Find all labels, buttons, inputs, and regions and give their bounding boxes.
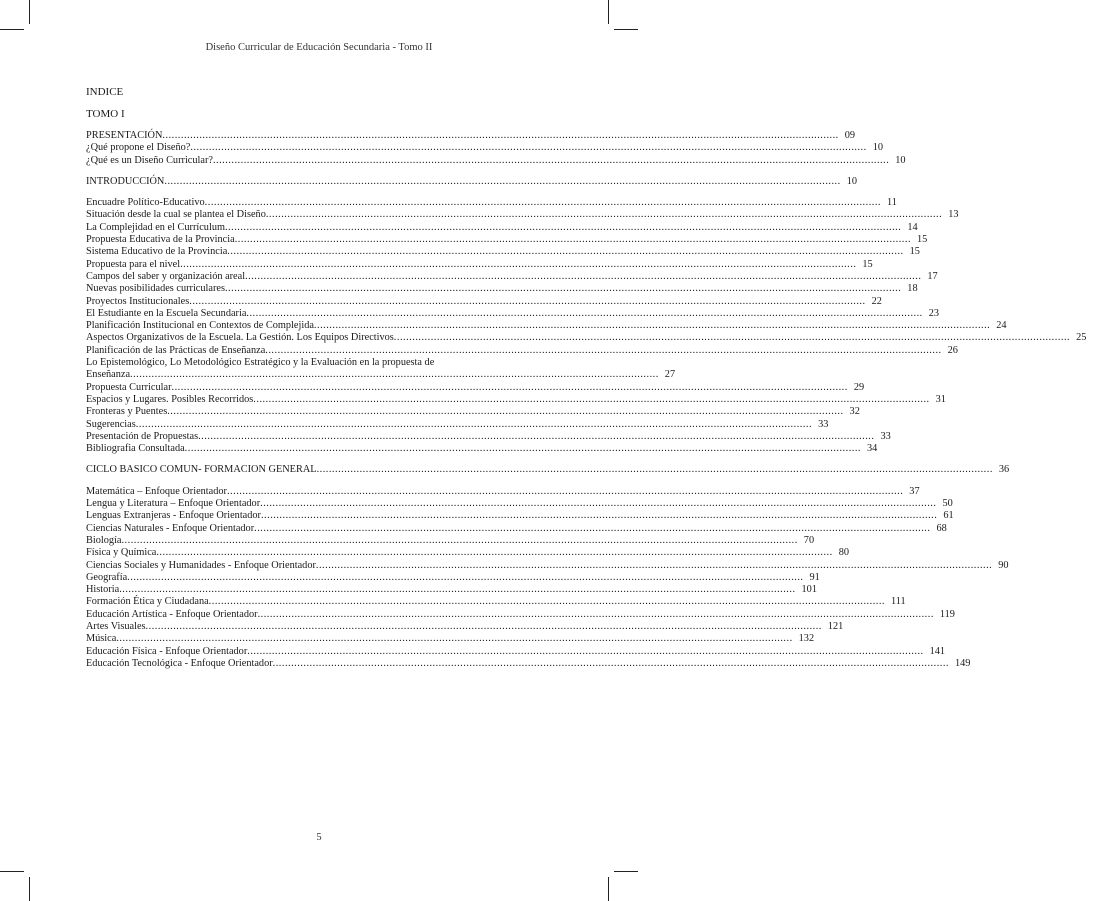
toc-entry-page: 18 [907,283,918,295]
toc-entry-page: 33 [880,430,891,442]
toc-leader-dots: ............................................................................................................................................................................................................................ [212,154,890,166]
toc-entry-page: 34 [867,443,878,455]
toc-entry-page: 111 [891,596,906,608]
toc-leader-dots: ............................................................................................................................................................................................................................ [227,246,904,258]
toc-entry-label: Proyectos Institucionales [86,295,190,307]
toc-leader-dots: ............................................................................................................................................................................................................................ [265,344,942,356]
toc-entry[interactable] [86,175,857,188]
toc-entry[interactable] [86,620,844,633]
toc-entry[interactable] [86,498,953,510]
toc-entry-page: 22 [871,295,882,307]
toc-entry-label: Geografía [86,571,128,583]
toc-entry-page: 141 [929,645,946,657]
toc-entry-label: Educación Artística - Enfoque Orientador [86,608,258,620]
toc-leader-dots: ............................................................................................................................................................................................................................ [265,209,943,221]
toc-entry-label: Presentación de Propuestas [86,430,199,442]
toc-entry-label: Enseñanza [86,369,131,381]
crop-mark-bottom-left-v [29,877,30,901]
crop-mark-top-right-v [608,0,609,24]
toc-leader-dots: ............................................................................................................................................................................................................................ [156,547,833,559]
toc-leader-dots: ............................................................................................................................................................................................................................ [260,498,937,510]
crop-mark-bottom-right-h [614,871,638,872]
toc-entry[interactable] [86,307,940,320]
toc-entry-label: Música [86,633,117,645]
toc-entry[interactable] [86,608,955,621]
toc-entry-label: INTRODUCCIÓN [86,175,165,187]
toc-entry[interactable] [86,197,897,209]
toc-entry[interactable] [86,209,959,221]
toc-entry-multiline-line1[interactable]: Lo Epistemológico, Lo Metodológico Estratégico y la Evaluación en la propuesta de [86,357,435,369]
toc-entry[interactable] [86,221,918,234]
toc-entry-label: Educación Tecnológica - Enfoque Orientador [86,657,273,669]
tomo-title: TOMO I [86,108,125,120]
toc-leader-dots: ............................................................................................................................................................................................................................ [198,430,875,442]
toc-entry-label: Propuesta Educativa de la Provincia [86,234,235,246]
toc-leader-dots: ............................................................................................................................................................................................................................ [127,571,804,583]
toc-entry[interactable] [86,234,928,246]
toc-entry-label: Lengua y Literatura – Enfoque Orientador [86,498,261,510]
toc-leader-dots: ............................................................................................................................................................................................................................ [135,418,813,430]
toc-leader-dots: ............................................................................................................................................................................................................................ [245,270,922,282]
toc-entry-page: 68 [936,522,947,534]
toc-entry[interactable] [86,381,865,394]
toc-leader-dots: ............................................................................................................................................................................................................................ [145,620,822,632]
toc-entry[interactable] [86,559,1009,572]
toc-leader-dots: ............................................................................................................................................................................................................................ [316,464,993,476]
toc-entry-page: 50 [942,498,953,510]
toc-entry-label: El Estudiante en la Escuela Secundaria [86,307,247,319]
toc-entry-page: 15 [917,234,928,246]
toc-entry-label: Ciencias Naturales - Enfoque Orientador [86,522,255,534]
toc-leader-dots: ............................................................................................................................................................................................................................ [226,485,904,497]
toc-entry[interactable] [86,645,946,658]
toc-entry-multiline-line2[interactable] [86,369,676,381]
toc-entry[interactable] [86,510,954,522]
toc-leader-dots: ............................................................................................................................................................................................................................ [253,393,930,405]
toc-entry-label: Situación desde la cual se plantea el Diseño [86,209,266,221]
toc-entry-label: PRESENTACIÓN [86,130,163,141]
toc-entry-label: Encuadre Político-Educativo [86,197,205,209]
toc-leader-dots: ............................................................................................................................................................................................................................ [315,559,993,571]
toc-leader-dots: ............................................................................................................................................................................................................................ [234,234,912,246]
toc-entry-label: Historia [86,584,120,596]
toc-leader-dots: ............................................................................................................................................................................................................................ [393,332,1071,344]
toc-leader-dots: ............................................................................................................................................................................................................................ [164,175,841,187]
toc-entry-label: Nuevas posibilidades curriculares [86,283,225,295]
toc-entry-label: Fronteras y Puentes [86,406,168,418]
toc-entry-label: Formación Ética y Ciudadana [86,596,209,608]
toc-entry[interactable] [86,258,873,271]
toc-entry-page: 29 [853,381,865,393]
toc-entry-label: CICLO BASICO COMUN- FORMACION GENERAL [86,464,317,476]
toc-entry-label: Sistema Educativo de la Provincia [86,246,228,258]
toc-entry[interactable] [86,393,946,406]
toc-entry[interactable] [86,657,971,670]
toc-entry-label: Bibliografia Consultada [86,443,185,455]
toc-entry-page: 27 [664,369,676,381]
crop-mark-top-left-h [0,29,24,30]
toc-entry-page: 119 [939,608,955,620]
toc-entry[interactable] [86,154,906,167]
toc-entry[interactable] [86,522,947,535]
toc-entry-label: La Complejidad en el Currículum [86,221,225,233]
toc-leader-dots: ............................................................................................................................................................................................................................ [167,406,844,418]
toc-leader-dots: ............................................................................................................................................................................................................................ [208,596,885,608]
index-title: INDICE [86,86,124,98]
toc-entry-label: Sugerencias [86,418,136,430]
toc-leader-dots: ............................................................................................................................................................................................................................ [190,142,867,154]
toc-leader-dots: ............................................................................................................................................................................................................................ [116,633,793,645]
toc-group-propuesta [86,381,946,456]
toc-entry[interactable] [86,344,958,357]
toc-entry[interactable] [86,430,891,443]
toc-entry[interactable] [86,571,820,584]
toc-group-general [86,197,1087,357]
toc-entry-page: 33 [818,418,829,430]
toc-entry-page: 24 [996,320,1007,332]
toc-entry[interactable] [86,142,883,154]
toc-entry-label: Física y Química [86,547,157,559]
toc-entry-label: Propuesta para el nivel [86,258,181,270]
toc-entry-page: 90 [998,559,1009,571]
crop-mark-bottom-left-h [0,871,24,872]
toc-entry[interactable] [86,320,1007,332]
toc-entry[interactable] [86,464,1010,476]
toc-entry-page: 23 [928,307,940,319]
toc-entry-label: Ciencias Sociales y Humanidades - Enfoque Orientador [86,559,316,571]
toc-group-introduccion [86,175,857,188]
toc-entry-page: 32 [849,406,860,418]
toc-entry[interactable] [86,406,860,418]
toc-entry-label: Artes Visuales [86,620,146,632]
toc-leader-dots: ............................................................................................................................................................................................................................ [254,522,931,534]
toc-entry-page: 11 [887,197,897,209]
toc-entry-page: 15 [909,246,920,258]
toc-entry[interactable] [86,443,878,455]
toc-entry[interactable] [86,534,815,547]
toc-entry-label: Biología [86,534,122,546]
toc-entry-page: 121 [827,620,844,632]
toc-entry-label: Lenguas Extranjeras - Enfoque Orientador [86,510,261,522]
toc-entry-label: ¿Qué propone el Diseño? [86,142,191,154]
toc-entry[interactable] [86,485,920,498]
toc-entry-label: Aspectos Organizativos de la Escuela. La Gestión. Los Equipos Directivos [86,332,394,344]
table-of-contents [86,86,1087,670]
toc-leader-dots: ............................................................................................................................................................................................................................ [272,657,949,669]
toc-entry-page: 101 [801,584,817,596]
toc-entry[interactable] [86,295,882,308]
toc-leader-dots: ............................................................................................................................................................................................................................ [184,443,861,455]
toc-entry-page: 31 [935,393,946,405]
toc-entry-page: 149 [954,657,971,669]
toc-leader-dots: ............................................................................................................................................................................................................................ [121,534,798,546]
toc-entry-label: Planificación de las Prácticas de Enseñanza [86,344,266,356]
toc-leader-dots: ............................................................................................................................................................................ [130,369,659,381]
toc-entry-page: 13 [948,209,959,221]
toc-leader-dots: ............................................................................................................................................................................................................................ [224,221,902,233]
toc-entry-page: 10 [846,175,857,187]
toc-leader-dots: ............................................................................................................................................................................................................................ [260,510,938,522]
toc-entry[interactable] [86,584,817,596]
toc-entry-label: Campos del saber y organización areal [86,270,246,282]
toc-group-ciclo [86,464,1010,476]
crop-mark-top-left-v [29,0,30,24]
toc-entry[interactable] [86,246,920,258]
toc-group-presentacion [86,130,906,167]
toc-entry-page: 36 [998,464,1010,476]
toc-entry-page: 26 [947,344,958,356]
toc-entry-page: 10 [872,142,883,154]
toc-entry-label: ¿Qué es un Diseño Curricular? [86,154,213,166]
toc-group-materias [86,485,1009,670]
toc-leader-dots: ............................................................................................................................................................................................................................ [247,645,924,657]
toc-leader-dots: ............................................................................................................................................................................................................................ [204,197,881,209]
toc-entry-page: 25 [1076,332,1087,344]
toc-entry-page: 91 [809,571,820,583]
toc-entry[interactable] [86,596,906,608]
toc-entry-page: 37 [909,485,920,497]
toc-entry-page: 10 [895,154,906,166]
toc-entry-label: Matemática – Enfoque Orientador [86,485,227,497]
toc-leader-dots: ............................................................................................................................................................................................................................ [257,608,934,620]
toc-leader-dots: ............................................................................................................................................................................................................................ [119,584,796,596]
toc-leader-dots: ............................................................................................................................................................................................................................ [224,283,902,295]
toc-entry[interactable] [86,130,856,142]
toc-entry-page: 17 [927,270,938,282]
toc-leader-dots: ............................................................................................................................................................................................................................ [189,295,866,307]
toc-entry[interactable] [86,418,829,431]
toc-entry[interactable] [86,547,849,559]
toc-entry-page: 80 [838,547,849,559]
toc-entry-page: 14 [907,221,918,233]
toc-leader-dots: ............................................................................................................................................................................................................................ [313,320,991,332]
toc-leader-dots: ............................................................................................................................................................................................................................ [162,130,839,141]
toc-entry-page: 15 [862,258,873,270]
crop-mark-bottom-right-v [608,877,609,901]
toc-entry-label: Propuesta Curricular [86,381,172,393]
page-number: 5 [316,832,322,843]
toc-leader-dots: ............................................................................................................................................................................................................................ [246,307,923,319]
toc-entry[interactable] [86,270,938,283]
toc-leader-dots: ............................................................................................................................................................................................................................ [171,381,848,393]
crop-mark-top-right-h [614,29,638,30]
running-header: Diseño Curricular de Educación Secundaria - Tomo II [205,42,433,53]
toc-entry-page: 09 [844,130,856,141]
toc-entry-page: 70 [803,534,815,546]
toc-entry[interactable] [86,332,1087,344]
toc-entry-label: Educación Física - Enfoque Orientador [86,645,248,657]
toc-entry-page: 132 [798,633,815,645]
toc-entry-label: Espacios y Lugares. Posibles Recorridos [86,393,254,405]
toc-leader-dots: ............................................................................................................................................................................................................................ [180,258,857,270]
toc-entry-page: 61 [943,510,954,522]
toc-entry[interactable] [86,283,918,295]
toc-entry-label: Planificación Institucional en Contextos de Complejida [86,320,314,332]
toc-entry[interactable] [86,633,815,645]
